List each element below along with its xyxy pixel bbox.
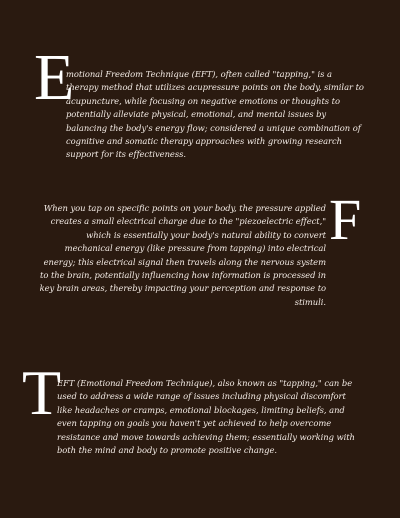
paragraph-text: When you tap on specific points on your body, the pressure applied creates a small electrical charge due to the "piezoelectric effect," which is essentially your body's natural ability to convert mechanical energy (like pressure from tapping) into electrical energy; this electrical signal then travels along the nervous system to the brain, potentially influencing how information is processed in key brain areas, thereby impacting your perception and response to stimuli. [39,203,326,307]
dropcap-letter: E [34,41,75,114]
dropcap-letter: T [22,357,62,428]
dropcap-letter: F [329,187,362,252]
paragraph-text: EFT (Emotional Freedom Technique), also known as "tapping," can be used to address a wide range of issues including physical discomfort like headaches or cramps, emotional blockages, limiting beliefs, and even tapping on goals you haven't yet achieved to help overcome resistance and move towards achieving them; essentially working with both the mind and body to promote positive change. [57,378,355,456]
paragraph-text: motional Freedom Technique (EFT), often called "tapping," is a therapy method that utilizes acupressure points on the body, similar to acupuncture, while focusing on negative emotions or thoughts to potentially alleviate physical, emotional, and mental issues by balancing the body's energy flow; considered a unique combination of cognitive and somatic therapy approaches with growing research support for its effectiveness. [66,69,364,160]
